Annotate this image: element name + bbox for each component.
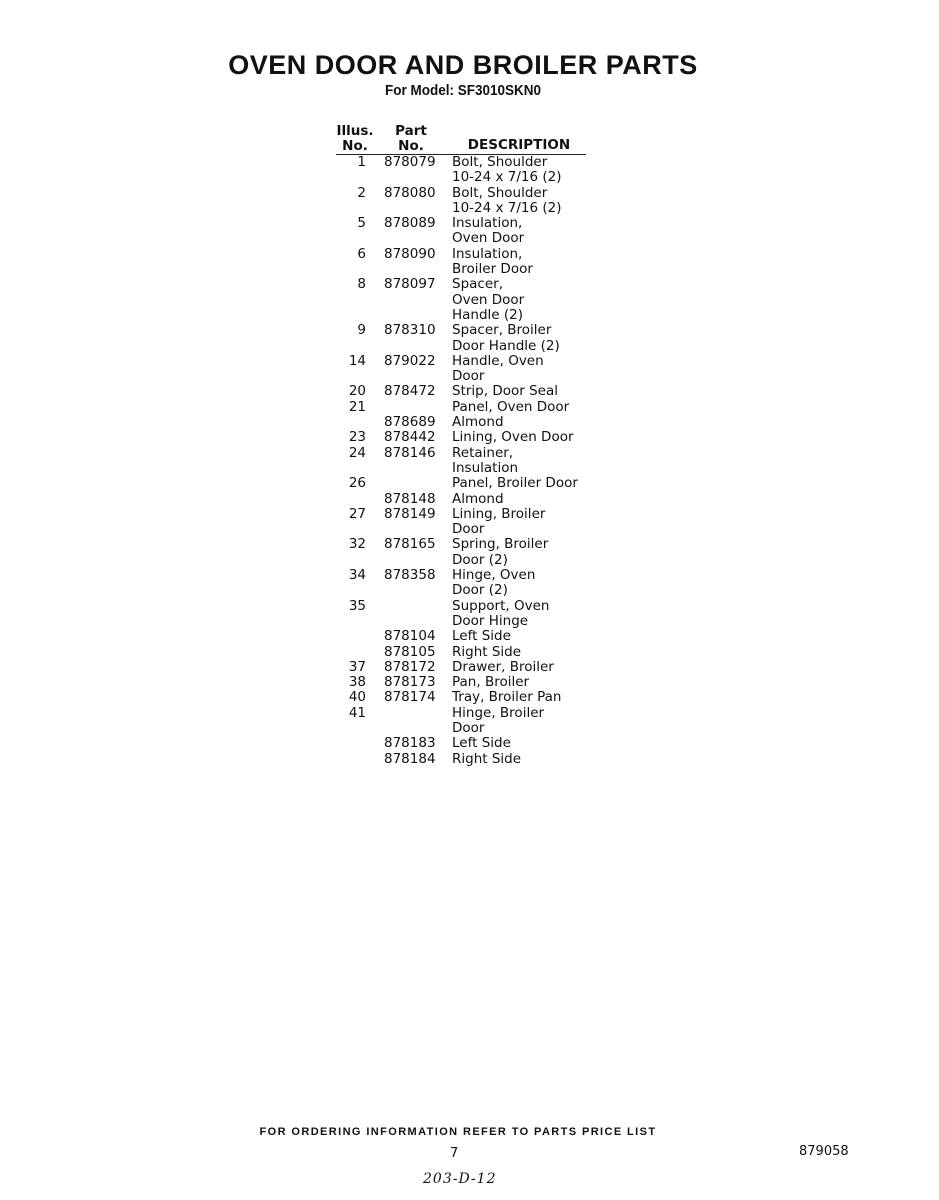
table-row xyxy=(336,537,586,568)
part-no-cell: 878089 xyxy=(384,215,436,232)
illus-no-cell: 37 xyxy=(348,658,366,675)
model-subtitle: For Model: SF3010SKN0 xyxy=(384,82,542,99)
description-cell: Insulation, Oven Door xyxy=(452,215,525,247)
illus-no-cell xyxy=(336,629,384,644)
description-cell: Bolt, Shoulder 10-24 x 7/16 (2) xyxy=(452,184,562,216)
description-cell: Right Side xyxy=(452,750,522,767)
part-no-cell: 878310 xyxy=(384,322,436,339)
table-row xyxy=(336,400,586,415)
table-row xyxy=(336,645,586,660)
illus-no-header xyxy=(336,124,384,155)
illus-no-cell: 1 xyxy=(357,154,366,170)
illus-no-cell xyxy=(336,645,384,660)
illus-no-cell: 6 xyxy=(357,245,366,262)
page-title: OVEN DOOR AND BROILER PARTS xyxy=(228,50,698,80)
table-row xyxy=(336,706,586,737)
illus-no-cell: 32 xyxy=(348,536,366,553)
description-cell: Bolt, Shoulder 10-24 x 7/16 (2) xyxy=(452,154,562,186)
description-cell: Handle, Oven Door xyxy=(452,352,544,385)
part-no-cell: 878165 xyxy=(384,536,436,553)
illus-no-cell: 9 xyxy=(357,322,366,339)
table-row xyxy=(336,384,586,399)
description-cell: Panel, Oven Door xyxy=(452,398,570,415)
part-no-cell: 878148 xyxy=(384,490,436,507)
table-row xyxy=(336,186,586,217)
illus-no-cell: 23 xyxy=(348,429,366,446)
table-row xyxy=(336,599,586,630)
illus-header-line1: Illus. xyxy=(336,123,374,139)
part-no-cell: 878184 xyxy=(384,750,436,767)
part-no-cell: 878358 xyxy=(384,567,436,584)
part-no-cell: 878146 xyxy=(384,444,436,461)
part-no-cell: 878172 xyxy=(384,658,436,675)
table-row xyxy=(336,736,586,751)
part-no-header xyxy=(384,124,452,155)
part-no-cell xyxy=(384,599,452,630)
part-no-cell xyxy=(384,476,452,491)
illus-no-cell: 40 xyxy=(348,689,366,706)
illus-no-cell xyxy=(336,492,384,507)
illus-no-cell xyxy=(336,415,384,430)
table-row xyxy=(336,752,586,767)
description-cell: Left Side xyxy=(452,735,511,752)
table-row xyxy=(336,155,586,186)
illus-no-cell: 38 xyxy=(348,674,366,691)
table-row xyxy=(336,277,586,323)
illus-no-cell: 14 xyxy=(348,352,366,369)
illus-no-cell: 24 xyxy=(348,444,366,461)
description-cell: Tray, Broiler Pan xyxy=(452,689,562,706)
part-no-cell: 878442 xyxy=(384,429,436,446)
illus-no-cell: 2 xyxy=(357,184,366,201)
illus-no-cell: 21 xyxy=(348,398,366,415)
part-no-cell xyxy=(384,400,452,415)
description-cell: Right Side xyxy=(452,643,522,660)
illus-no-cell: 26 xyxy=(348,475,366,492)
document-number: 879058 xyxy=(799,1144,849,1159)
illus-no-cell: 41 xyxy=(348,704,366,721)
illus-header-line2: No. xyxy=(342,138,368,154)
table-row xyxy=(336,476,586,491)
description-cell: Almond xyxy=(452,414,504,431)
part-no-cell: 878097 xyxy=(384,276,436,293)
part-no-cell: 878689 xyxy=(384,414,436,431)
table-row xyxy=(336,446,586,477)
description-cell: Spacer, Oven Door Handle (2) xyxy=(452,276,525,323)
illus-no-cell: 27 xyxy=(348,505,366,522)
part-no-cell: 879022 xyxy=(384,352,436,369)
part-no-cell: 878149 xyxy=(384,505,436,522)
parts-table xyxy=(336,124,586,767)
part-header-line1: Part xyxy=(395,123,427,139)
parts-table-header xyxy=(336,124,586,155)
part-no-cell: 878174 xyxy=(384,689,436,706)
description-cell: Insulation, Broiler Door xyxy=(452,245,533,278)
table-row xyxy=(336,430,586,445)
part-no-cell: 878105 xyxy=(384,643,436,660)
table-row xyxy=(336,568,586,599)
part-no-cell: 878472 xyxy=(384,383,436,400)
description-cell: Almond xyxy=(452,490,504,507)
illus-no-cell: 8 xyxy=(357,276,366,293)
ordering-note: FOR ORDERING INFORMATION REFER TO PARTS PRICE LIST xyxy=(259,1126,657,1138)
description-cell: Panel, Broiler Door xyxy=(452,475,578,492)
illus-no-cell xyxy=(336,736,384,751)
illus-no-cell: 20 xyxy=(348,383,366,400)
table-row xyxy=(336,492,586,507)
description-cell: Spacer, Broiler Door Handle (2) xyxy=(452,322,560,354)
illus-no-cell: 5 xyxy=(357,215,366,232)
table-row xyxy=(336,629,586,644)
table-row xyxy=(336,354,586,385)
illus-no-cell: 35 xyxy=(348,597,366,614)
part-no-cell xyxy=(384,706,452,737)
part-no-cell: 878079 xyxy=(384,154,436,170)
description-cell: Lining, Broiler Door xyxy=(452,505,546,538)
table-row xyxy=(336,660,586,675)
part-header-line2: No. xyxy=(398,138,424,154)
description-header: DESCRIPTION xyxy=(467,137,571,153)
table-row xyxy=(336,415,586,430)
table-row xyxy=(336,323,586,354)
parts-table-body xyxy=(336,155,586,767)
description-cell: Strip, Door Seal xyxy=(452,383,558,400)
description-cell: Spring, Broiler Door (2) xyxy=(452,536,549,568)
illus-no-cell: 34 xyxy=(348,567,366,584)
description-cell: Hinge, Broiler Door xyxy=(452,704,545,736)
table-row xyxy=(336,690,586,705)
illus-no-cell xyxy=(336,752,384,767)
description-cell: Retainer, Insulation xyxy=(452,444,519,476)
table-row xyxy=(336,216,586,247)
table-row xyxy=(336,247,586,278)
part-no-cell: 878080 xyxy=(384,184,436,201)
part-no-cell: 878104 xyxy=(384,628,436,645)
header-row xyxy=(336,124,586,155)
description-cell: Drawer, Broiler xyxy=(452,658,554,675)
page-number: 7 xyxy=(450,1146,459,1161)
part-no-cell: 878183 xyxy=(384,735,436,752)
part-no-cell: 878173 xyxy=(384,674,436,691)
table-row xyxy=(336,675,586,690)
description-cell: Pan, Broiler xyxy=(452,674,530,691)
description-cell: Hinge, Oven Door (2) xyxy=(452,567,536,599)
part-no-cell: 878090 xyxy=(384,245,436,262)
table-row xyxy=(336,507,586,538)
handwritten-reference: 203-D-12 xyxy=(423,1171,497,1187)
description-cell: Support, Oven Door Hinge xyxy=(452,597,550,629)
description-cell: Lining, Oven Door xyxy=(452,429,574,446)
description-cell: Left Side xyxy=(452,628,511,645)
